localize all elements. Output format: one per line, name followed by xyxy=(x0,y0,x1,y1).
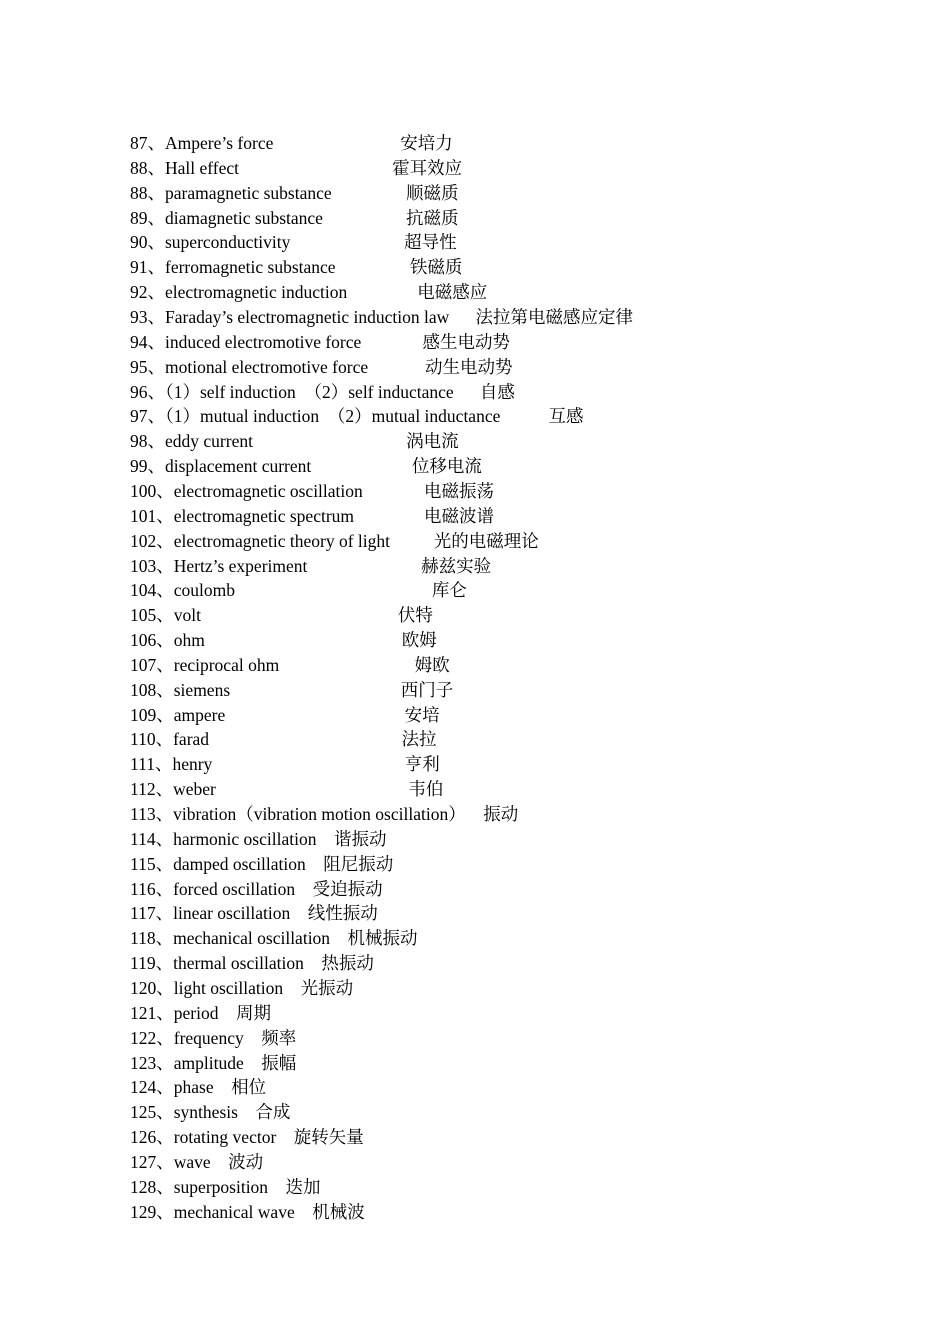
glossary-entry: 128、superposition 迭加 xyxy=(130,1176,321,1197)
glossary-entry: 95、motional electromotive force 动生电动势 xyxy=(130,356,513,377)
glossary-entry: 101、electromagnetic spectrum 电磁波谱 xyxy=(130,505,495,526)
glossary-entry: 129、mechanical wave 机械波 xyxy=(130,1201,365,1222)
glossary-entry: 96、（1）self induction （2）self inductance 自感 xyxy=(130,381,515,402)
glossary-entry: 108、siemens 西门子 xyxy=(130,679,454,700)
glossary-entry: 93、Faraday’s electromagnetic induction law 法拉第电磁感应定律 xyxy=(130,307,634,327)
glossary-entry: 104、coulomb 库仑 xyxy=(130,580,467,601)
glossary-entry: 114、harmonic oscillation 谐振动 xyxy=(130,828,387,849)
glossary-entry: 88、Hall effect 霍耳效应 xyxy=(130,157,463,178)
glossary-entry: 99、displacement current 位移电流 xyxy=(130,456,482,477)
glossary-entry: 127、wave 波动 xyxy=(130,1151,264,1172)
glossary-entry: 119、thermal oscillation 热振动 xyxy=(130,953,374,974)
glossary-entry: 110、farad 法拉 xyxy=(130,729,437,750)
glossary-entry: 113、vibration（vibration motion oscillation） 振动 xyxy=(130,804,519,824)
glossary-entry: 111、henry 亨利 xyxy=(130,754,440,775)
glossary-entry: 103、Hertz’s experiment 赫兹实验 xyxy=(130,555,492,576)
glossary-entry: 107、reciprocal ohm 姆欧 xyxy=(130,654,450,675)
glossary-entry: 106、ohm 欧姆 xyxy=(130,630,437,650)
glossary-entry: 92、electromagnetic induction 电磁感应 xyxy=(130,282,488,303)
glossary-entry: 126、rotating vector 旋转矢量 xyxy=(130,1127,364,1147)
glossary-entry: 87、Ampere’s force 安培力 xyxy=(130,133,453,153)
glossary-entry: 117、linear oscillation 线性振动 xyxy=(130,903,378,924)
glossary-entry: 122、frequency 频率 xyxy=(130,1027,297,1048)
glossary-entry: 94、induced electromotive force 感生电动势 xyxy=(130,331,511,352)
glossary-entry: 90、superconductivity 超导性 xyxy=(130,232,457,253)
glossary-entry: 97、（1）mutual induction （2）mutual inductance 互感 xyxy=(130,406,584,427)
glossary-entry: 88、paramagnetic substance 顺磁质 xyxy=(130,182,459,203)
glossary-entry: 115、damped oscillation 阻尼振动 xyxy=(130,853,394,874)
glossary-entry: 125、synthesis 合成 xyxy=(130,1102,291,1123)
glossary-entry: 123、amplitude 振幅 xyxy=(130,1052,297,1073)
glossary-entry: 124、phase 相位 xyxy=(130,1077,267,1098)
glossary-entry: 112、weber 韦伯 xyxy=(130,779,444,800)
glossary-entry: 100、electromagnetic oscillation 电磁振荡 xyxy=(130,480,495,501)
glossary-entry: 98、eddy current 涡电流 xyxy=(130,431,459,452)
glossary-entry: 91、ferromagnetic substance 铁磁质 xyxy=(130,257,463,278)
glossary-entry: 102、electromagnetic theory of light 光的电磁理论 xyxy=(130,530,539,551)
glossary-entry: 89、diamagnetic substance 抗磁质 xyxy=(130,207,459,228)
glossary-entry: 116、forced oscillation 受迫振动 xyxy=(130,878,383,899)
glossary-entry: 120、light oscillation 光振动 xyxy=(130,977,354,998)
glossary-entry: 118、mechanical oscillation 机械振动 xyxy=(130,928,418,949)
glossary-entry: 105、volt 伏特 xyxy=(130,605,433,626)
glossary-entry: 121、period 周期 xyxy=(130,1002,271,1023)
glossary-entry: 109、ampere 安培 xyxy=(130,704,440,725)
